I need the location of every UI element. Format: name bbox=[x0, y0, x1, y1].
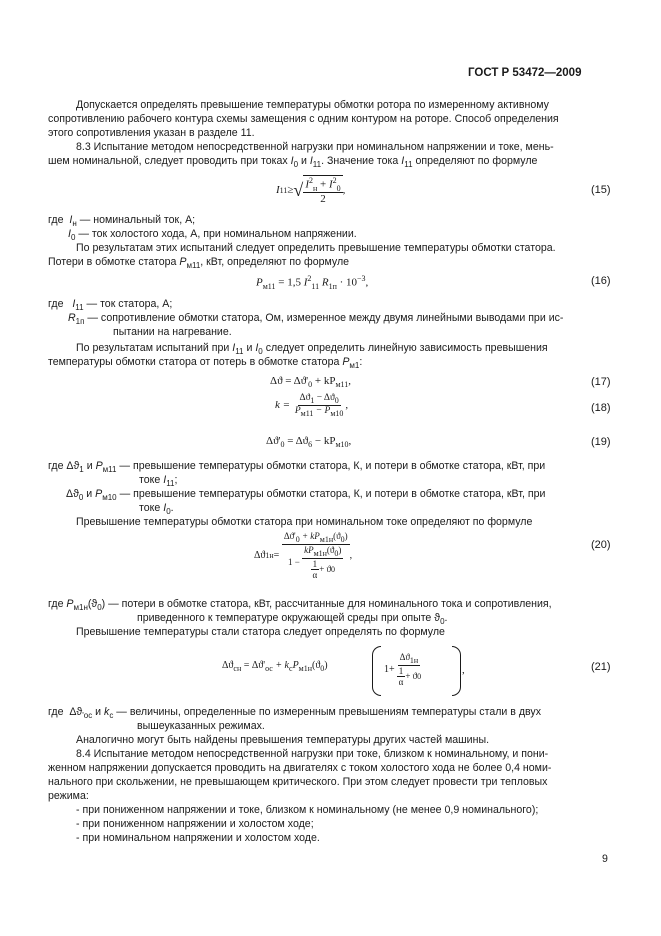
text-line: По результатам этих испытаний следует определить превышение температуры обмотки статора. bbox=[76, 242, 556, 254]
standard-header: ГОСТ Р 53472—2009 bbox=[468, 67, 582, 79]
text-line: 8.4 Испытание методом непосредственной нагрузки при токе, близком к номинальному, и пони- bbox=[76, 748, 549, 760]
text-line: Превышение температуры стали статора следует определять по формуле bbox=[76, 626, 445, 638]
text-line: $\Delta ϑ_0$ и $P_{м10}$ — превышение температуры обмотки статора, К, и потери в обмотке статора, кВт, при bbox=[66, 488, 546, 503]
equation-20: Δϑ 1н = $\Delta ϑ'_0 + kP_{м1н}(ϑ_0)$ 1 − $kP_{м1н}(ϑ_0)$ $\frac{1}{\alpha}$ + ϑ 0 , bbox=[254, 531, 353, 580]
text-line: приведенного к температуре окружающей среды при опыте $ϑ_0$. bbox=[137, 612, 448, 627]
page-number: 9 bbox=[602, 853, 608, 865]
text-line: $R_{1п}$ — сопротивление обмотки статора, Ом, измеренное между двумя линейными выводами при ис- bbox=[68, 312, 564, 327]
equation-number: (20) bbox=[591, 539, 611, 551]
text-line: Аналогично могут быть найдены превышения температуры других частей машины. bbox=[76, 734, 490, 746]
text-line: нального при скольжении, не превышающем критического. При этом следует провести три тепловых bbox=[48, 776, 548, 788]
right-parenthesis bbox=[452, 646, 461, 696]
equation-number: (19) bbox=[591, 436, 611, 448]
text-line: где $I_н$ — номинальный ток, А; bbox=[48, 214, 196, 229]
text-line: По результатам испытаний при $I_{11}$ и $I_0$ следует определить линейную зависимость превышения bbox=[76, 342, 548, 357]
left-parenthesis bbox=[372, 646, 381, 696]
equation-21-bracket: 1+ $\Delta ϑ_{1н}$ $\frac{1}{\alpha}$ + ϑ 0 bbox=[384, 652, 422, 687]
text-line: где $\Delta ϑ_{'ос}$ и $k_с$ — величины, определенные по измеренным превышениям температуры стали в двух bbox=[48, 706, 542, 721]
list-item: - при пониженном напряжении и холостом ходе; bbox=[76, 818, 314, 830]
equation-number: (21) bbox=[591, 661, 611, 673]
equation-number: (16) bbox=[591, 275, 611, 287]
equation-number: (15) bbox=[591, 184, 611, 196]
text-line: 8.3 Испытание методом непосредственной нагрузки при номинальном напряжении и токе, мень- bbox=[76, 141, 554, 153]
text-line: Потери в обмотке статора $P_{м11}$, кВт, определяют по формуле bbox=[48, 256, 350, 271]
text-line: токе $I_0$. bbox=[139, 502, 174, 517]
text-line: Превышение температуры обмотки статора при номинальном токе определяют по формуле bbox=[76, 516, 533, 528]
text-line: токе $I_{11}$; bbox=[139, 474, 178, 489]
equation-16: $P_{м11} = 1,5$ $I^2_{11}$ $R_{1п} \cdot 10^{-3}$, bbox=[256, 274, 369, 291]
list-item: - при номинальном напряжении и холостом ходе. bbox=[76, 832, 320, 844]
equation-21-left: $\Delta ϑ_{сн} = \Delta ϑ'_{ос} + k_сP_{м1н}(ϑ_0)$ bbox=[222, 660, 328, 673]
text-line: режима: bbox=[48, 790, 89, 802]
text-line: где $P_{м1н}(ϑ_0)$ — потери в обмотке статора, кВт, рассчитанные для номинального тока и сопротивления, bbox=[48, 598, 552, 613]
equation-18: k = $\frac{\Delta ϑ_1 - \Delta ϑ_0}{P_{м11} - P_{м10}}$ , bbox=[275, 393, 349, 418]
text-line: вышеуказанных режимах. bbox=[137, 720, 265, 732]
text-line: Допускается определять превышение температуры обмотки ротора по измеренному активному bbox=[76, 99, 549, 111]
equation-19: $\Delta ϑ'_0 = \Delta ϑ_6 - kP_{м10}$, bbox=[266, 435, 352, 450]
text-line: сопротивлению рабочего контура схемы замещения с одним контуром на роторе. Способ определения bbox=[48, 113, 559, 125]
text-line: $I_0$ — ток холостого хода, А, при номинальном напряжении. bbox=[68, 228, 357, 243]
equation-number: (17) bbox=[591, 376, 611, 388]
text-line: температуры обмотки статора от потерь в обмотке статора $P_{м1}$: bbox=[48, 356, 363, 371]
text-line: женном напряжении допускается проводить на двигателях с током холостого хода не более 0,4 номи- bbox=[48, 762, 552, 774]
text-line: где $I_{11}$ — ток статора, А; bbox=[48, 298, 173, 313]
equation-number: (18) bbox=[591, 402, 611, 414]
text-line: пытании на нагревание. bbox=[113, 326, 232, 338]
text-line: где $\Delta ϑ_1$ и $P_{м11}$ — превышение температуры обмотки статора, К, и потери в обмотке статора, кВт, при bbox=[48, 460, 546, 475]
equation-15: I 11 ≥ √ $\frac{I^2_н + I^2_0}{2}$ , bbox=[276, 175, 346, 206]
equation-17: $\Delta ϑ = \Delta ϑ'_0 + kP_{м11}$, bbox=[270, 375, 351, 390]
equation-21-end: , bbox=[462, 664, 465, 676]
text-line: этого сопротивления указан в разделе 11. bbox=[48, 127, 255, 139]
text-line: шем номинальной, следует проводить при токах $I_0$ и $I_{11}$. Значение тока $I_{11}$ определяют по формуле bbox=[48, 155, 538, 170]
list-item: - при пониженном напряжении и токе, близком к номинальному (не менее 0,9 номинального); bbox=[76, 804, 539, 816]
